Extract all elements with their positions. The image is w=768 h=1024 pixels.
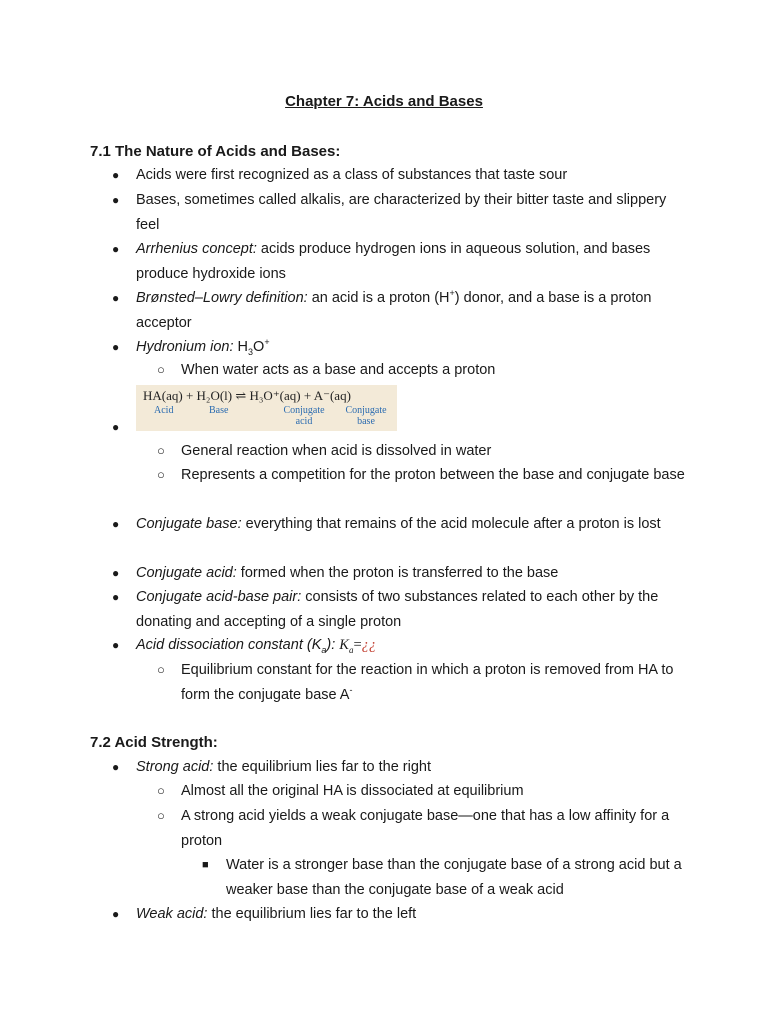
definition: the equilibrium lies far to the right [213, 759, 431, 775]
term: Hydronium ion: [136, 339, 234, 355]
term: Weak acid: [136, 906, 208, 922]
bullet-marker: ● [112, 340, 120, 354]
list-subitem: General reaction when acid is dissolved in water [181, 443, 492, 459]
list-item: Acids were first recognized as a class of substances that taste sour [136, 167, 568, 183]
bullet-marker: ● [112, 566, 120, 580]
bullet-marker: ● [112, 590, 120, 604]
list-item [136, 561, 681, 586]
equation-label: Conjugate acid [283, 405, 325, 427]
list-item [136, 902, 681, 927]
definition: an acid is a proton (H [307, 290, 450, 306]
section-heading-7-1: 7.1 The Nature of Acids and Bases: [90, 143, 341, 160]
definition: everything that remains of the acid molecule after a proton is lost [241, 516, 661, 532]
subscript: 3 [248, 346, 254, 357]
equation-line: HA(aq) + H₂O(l) ⇌ H₃O⁺(aq) + A⁻(aq) [143, 388, 351, 403]
bullet-marker: ● [112, 291, 120, 305]
term-text: ): [326, 637, 336, 653]
page-title: Chapter 7: Acids and Bases [285, 93, 483, 110]
definition: the equilibrium lies far to the left [207, 906, 417, 922]
circle-marker: ○ [157, 467, 165, 482]
section-heading-7-2: 7.2 Acid Strength: [90, 734, 218, 751]
definition: acids produce hydrogen ions in aqueous solution, and bases produce hydroxide ions [136, 241, 651, 282]
definition: formed when the proton is transferred to the base [236, 565, 559, 581]
list-subitem: A strong acid yields a weak conjugate base—one that has a low affinity for a proton [181, 808, 670, 849]
subscript: a [321, 644, 327, 655]
equation-label: Acid [154, 405, 174, 416]
circle-marker: ○ [157, 662, 165, 677]
formula: H [233, 339, 249, 355]
list-item [136, 755, 681, 780]
math-symbol: K [339, 637, 349, 653]
list-item: Bases, sometimes called alkalis, are characterized by their bitter taste and slippery feel [136, 192, 667, 233]
superscript: - [349, 684, 353, 695]
list-item [136, 633, 681, 658]
bullet-marker: ● [112, 517, 120, 531]
ka-expression [339, 637, 376, 653]
list-item [136, 585, 681, 634]
definition: ) donor, and a base is a proton acceptor [136, 290, 652, 331]
bullet-marker: ● [112, 420, 120, 434]
list-subitem: Almost all the original HA is dissociated at equilibrium [181, 783, 524, 799]
equation-label: Base [209, 405, 229, 416]
list-subitem [181, 658, 686, 707]
list-item [136, 286, 681, 335]
term-text: Acid dissociation constant (K [136, 637, 322, 653]
superscript: + [449, 288, 455, 299]
circle-marker: ○ [157, 783, 165, 798]
square-marker: ■ [202, 859, 209, 871]
term: Conjugate base: [136, 516, 242, 532]
bullet-marker: ● [112, 638, 120, 652]
math-symbol: = [353, 637, 362, 653]
formula: O [253, 339, 265, 355]
term: Strong acid: [136, 759, 214, 775]
term: Brønsted–Lowry definition: [136, 290, 308, 306]
circle-marker: ○ [157, 362, 165, 377]
term: Conjugate acid-base pair: [136, 589, 302, 605]
term [136, 637, 335, 653]
term: Arrhenius concept: [136, 241, 257, 257]
subscript: a [348, 644, 354, 655]
circle-marker: ○ [157, 808, 165, 823]
bullet-marker: ● [112, 242, 120, 256]
circle-marker: ○ [157, 443, 165, 458]
list-subitem: When water acts as a base and accepts a proton [181, 362, 496, 378]
bullet-marker: ● [112, 760, 120, 774]
list-subitem: Represents a competition for the proton between the base and conjugate base [181, 467, 685, 483]
definition: consists of two substances related to each other by the donating and accepting of a single proton [136, 589, 659, 630]
subitem-text: Equilibrium constant for the reaction in which a proton is removed from HA to form the conjugate base A [181, 662, 674, 703]
superscript: + [264, 337, 270, 348]
term: Conjugate acid: [136, 565, 237, 581]
list-item [136, 237, 681, 286]
bullet-marker: ● [112, 193, 120, 207]
equation-label: Conjugate base [345, 405, 387, 427]
math-error-glyph: ¿¿ [361, 637, 377, 653]
equation-image [136, 385, 397, 431]
list-item [136, 512, 681, 537]
bullet-marker: ● [112, 168, 120, 182]
list-item [136, 335, 681, 360]
list-subsubitem: Water is a stronger base than the conjugate base of a strong acid but a weaker base than the conjugate base of a weak acid [226, 857, 682, 898]
bullet-marker: ● [112, 907, 120, 921]
